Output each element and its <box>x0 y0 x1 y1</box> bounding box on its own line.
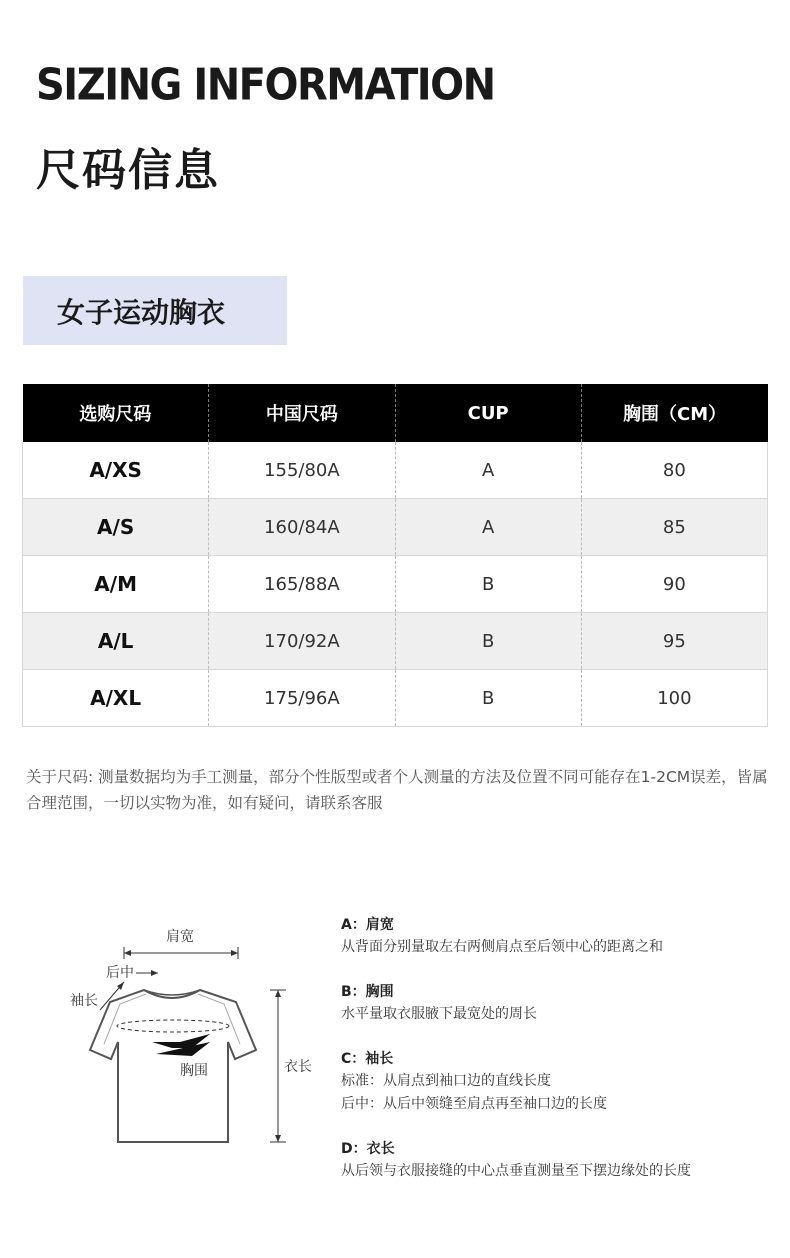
label-length: 衣长 <box>284 1059 312 1075</box>
definition-line: 从背面分别量取左右两侧肩点至后领中心的距离之和 <box>341 939 663 955</box>
definition-head: C：袖长 <box>341 1051 394 1067</box>
definition-length <box>341 1138 771 1183</box>
table-cell: 155/80A <box>209 442 395 499</box>
table-cell: A/XS <box>23 442 209 499</box>
label-back-center: 后中 <box>106 965 134 981</box>
label-sleeve: 袖长 <box>70 993 98 1009</box>
table-cell: 160/84A <box>209 499 395 556</box>
definition-shoulder <box>341 914 771 959</box>
definition-sleeve <box>341 1048 771 1116</box>
table-row <box>23 670 768 727</box>
table-header-cell: 中国尺码 <box>209 384 395 442</box>
table-cell: 170/92A <box>209 613 395 670</box>
table-cell: 100 <box>581 670 767 727</box>
label-chest: 胸围 <box>180 1063 208 1079</box>
category-label: 女子运动胸衣 <box>57 295 226 329</box>
table-row <box>23 499 768 556</box>
category-banner <box>23 276 287 345</box>
table-row <box>23 556 768 613</box>
definition-line: 后中：从后中领缝至肩点再至袖口边的长度 <box>341 1096 607 1112</box>
table-cell: B <box>395 670 581 727</box>
sizing-note: 关于尺码: 测量数据均为手工测量，部分个性版型或者个人测量的方法及位置不同可能存在1-2CM误差，皆属合理范围，一切以实物为准，如有疑问，请联系客服 <box>26 768 768 812</box>
table-header-cell: 选购尺码 <box>23 384 209 442</box>
definition-head: D：衣长 <box>341 1141 395 1157</box>
table-cell: B <box>395 613 581 670</box>
table-cell: A <box>395 442 581 499</box>
table-row <box>23 613 768 670</box>
table-cell: 165/88A <box>209 556 395 613</box>
table-cell: A/XL <box>23 670 209 727</box>
definition-line: 水平量取衣服腋下最宽处的周长 <box>341 1006 537 1022</box>
definition-line: 从后领与衣服接缝的中心点垂直测量至下摆边缘处的长度 <box>341 1163 691 1179</box>
page-title-en: SIZING INFORMATION <box>36 60 495 111</box>
definition-chest <box>341 981 771 1026</box>
table-header-cell: CUP <box>395 384 581 442</box>
measurement-diagram <box>60 910 320 1150</box>
table-cell: 95 <box>581 613 767 670</box>
table-header-cell: 胸围（CM） <box>581 384 767 442</box>
table-cell: 90 <box>581 556 767 613</box>
table-cell: 80 <box>581 442 767 499</box>
table-header-row <box>23 384 768 442</box>
page-title-cn: 尺码信息 <box>36 145 220 196</box>
measurement-definitions <box>341 914 771 1205</box>
label-shoulder: 肩宽 <box>166 929 194 945</box>
table-cell: A/S <box>23 499 209 556</box>
table-cell: 175/96A <box>209 670 395 727</box>
table-cell: A/M <box>23 556 209 613</box>
definition-line: 标准：从肩点到袖口边的直线长度 <box>341 1073 551 1089</box>
table-cell: 85 <box>581 499 767 556</box>
definition-head: B：胸围 <box>341 984 394 1000</box>
tshirt-icon <box>60 910 320 1150</box>
definition-head: A：肩宽 <box>341 917 394 933</box>
table-row <box>23 442 768 499</box>
table-cell: A <box>395 499 581 556</box>
table-cell: B <box>395 556 581 613</box>
table-cell: A/L <box>23 613 209 670</box>
size-table <box>22 384 768 727</box>
